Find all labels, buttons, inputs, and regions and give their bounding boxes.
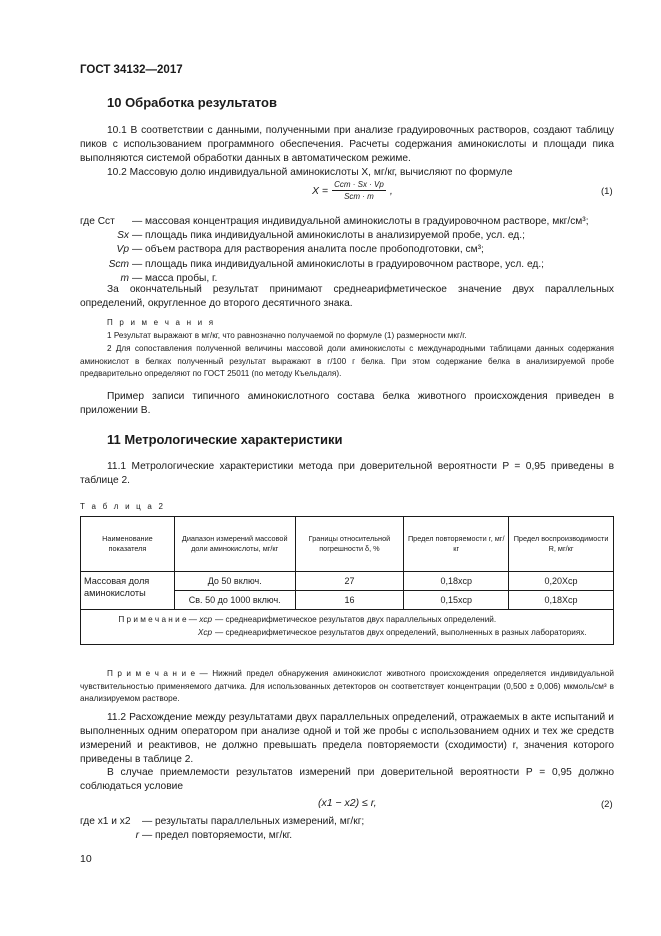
table-note-label: П р и м е ч а н и е — — [118, 615, 197, 624]
table-note-text: — среднеарифметическое результатов двух параллельных определений. — [215, 615, 497, 624]
paragraph-example: Пример записи типичного аминокислотного состава белка животного происхождения приведен в приложении В. — [80, 391, 614, 416]
table-note-line — [99, 614, 605, 627]
note-2: 2 Для сопоставления полученной величины массовой доли аминокислоты с международными таблицами данных содержания аминокислот в белках полученный результат выражают в г/100 г белка. При этом содержание белка в анализируемой пробе предварительно определяют по ГОСТ 25011 (по методу Къельдаля). — [80, 344, 614, 378]
table-note-symbol: Xср — [197, 627, 212, 637]
table-note-lead — [99, 614, 215, 627]
paragraph-final-result: За окончательный результат принимают среднеарифметическое значение двух параллельных определений, округленное до второго десятичного знака. — [80, 284, 614, 309]
page-number: 10 — [80, 853, 92, 865]
table-note-text: — среднеарифметическое результатов двух определений, выполненных в разных лабораториях. — [215, 627, 587, 637]
formula-1-numerator: Cст · Sх · Vр — [334, 180, 384, 189]
definition-symbol: Sст — [108, 258, 129, 270]
definition-text: — площадь пика индивидуальной аминокислоты в градуировочном растворе, усл. ед.; — [132, 258, 544, 270]
formula-1-fraction — [332, 180, 386, 201]
definition-text: — результаты параллельных измерений, мг/кг; — [142, 816, 365, 827]
definition-row — [80, 229, 620, 243]
table-header-cell: Диапазон измерений массовой доли аминокислоты, мг/кг — [174, 517, 295, 572]
paragraph-11-2: 11.2 Расхождение между результатами двух параллельных определений, отражаемых в акте испытаний и выполненных одним оператором при анализе одной и той же пробы с использованием одних и тех же средств измерений и реактивов, не должно превышать предела повторяемости (сходимости) r, значения которого приведены в таблице 2. — [80, 712, 614, 765]
paragraph-acceptance: В случае приемлемости результатов измерений при доверительной вероятности P = 0,95 должно соблюдаться условие — [80, 767, 614, 792]
table-header-cell: Предел воспроизводимости R, мг/кг — [509, 517, 614, 572]
notes-label: П р и м е ч а н и я — [107, 318, 216, 327]
table-header-cell: Наименование показателя — [81, 517, 175, 572]
formula-1-number: (1) — [601, 186, 613, 197]
table-caption: Т а б л и ц а 2 — [80, 502, 166, 511]
formula-1-lhs: X = — [312, 184, 329, 197]
table-cell-reproducibility: 0,20Xср — [509, 572, 614, 591]
table-header-cell: Границы относительной погрешности δ, % — [295, 517, 404, 572]
definition-row — [80, 829, 620, 843]
definition-text: — площадь пика индивидуальной аминокислоты в анализируемой пробе, усл. ед.; — [132, 230, 525, 242]
definition-symbol: где Cст — [80, 216, 115, 227]
definition-row — [80, 243, 620, 257]
note-detection-limit: П р и м е ч а н и е — Нижний предел обнаружения аминокислот животного происхождения определяется индивидуальной чувствительностью применяемого датчика. Для использованных детекторов он соответствует концентрации (0,500 ± 0,006) мкмоль/см³ в анализируемом растворе. — [80, 669, 614, 703]
table-note — [81, 610, 614, 645]
formula-1 — [312, 180, 393, 201]
table-cell-delta: 27 — [295, 572, 404, 591]
definition-symbol: Vр — [116, 244, 129, 256]
table-note-row — [81, 610, 614, 645]
formula-2-number: (2) — [601, 799, 613, 810]
definition-symbol: r — [135, 830, 139, 842]
definition-text: — объем раствора для растворения аналита после пробоподготовки, см³; — [132, 244, 484, 256]
paragraph-10-1: 10.1 В соответствии с данными, полученными при анализе градуировочных растворов, создают таблицу пиков с использованием программного обеспечения. Расчеты содержания аминокислоты и площади пика выполняются системой обработки данных в автоматическом режиме. — [80, 125, 614, 164]
formula-2: (x1 − x2) ≤ r, — [318, 797, 377, 809]
definition-row — [80, 815, 620, 829]
note-1: 1 Результат выражают в мг/кг, что равнозначно получаемой по формуле (1) размерности мкг/г. — [107, 331, 467, 340]
section-10-title: 10 Обработка результатов — [107, 95, 277, 110]
formula-1-definitions — [80, 215, 620, 286]
definition-text: — масса пробы, г. — [132, 272, 218, 284]
metrology-table — [80, 516, 614, 645]
table-cell-delta: 16 — [295, 591, 404, 610]
definition-row — [80, 258, 620, 272]
section-11-title: 11 Метрологические характеристики — [107, 432, 343, 447]
table-cell-indicator: Массовая доля аминокислоты — [81, 572, 175, 610]
table-cell-repeatability: 0,15xср — [404, 591, 509, 610]
table-cell-reproducibility: 0,18Xср — [509, 591, 614, 610]
standard-header: ГОСТ 34132—2017 — [80, 64, 183, 76]
definition-symbol: где x1 и x2 — [80, 816, 131, 827]
paragraph-11-1: 11.1 Метрологические характеристики метода при доверительной вероятности P = 0,95 приведены в таблице 2. — [80, 461, 614, 486]
formula-1-tail: , — [389, 184, 393, 197]
formula-2-definitions — [80, 815, 620, 843]
definition-text: — предел повторяемости, мг/кг. — [142, 830, 293, 842]
paragraph-10-2: 10.2 Массовую долю индивидуальной аминокислоты X, мг/кг, вычисляют по формуле — [107, 167, 513, 178]
table-note-line — [99, 627, 605, 640]
table-header-cell: Предел повторяемости r, мг/кг — [404, 517, 509, 572]
table-note-symbol: xср — [199, 615, 212, 624]
table-header-row — [81, 517, 614, 572]
formula-1-denominator: Sст · m — [344, 192, 374, 201]
definition-symbol: m — [120, 272, 129, 284]
definition-text: — массовая концентрация индивидуальной аминокислоты в градуировочном растворе, мкг/см³; — [132, 216, 589, 227]
table-row — [81, 572, 614, 591]
table-cell-range: Св. 50 до 1000 включ. — [174, 591, 295, 610]
table-cell-repeatability: 0,18xср — [404, 572, 509, 591]
table-cell-range: До 50 включ. — [174, 572, 295, 591]
definition-symbol: Sх — [117, 230, 129, 242]
definition-row — [80, 215, 620, 229]
